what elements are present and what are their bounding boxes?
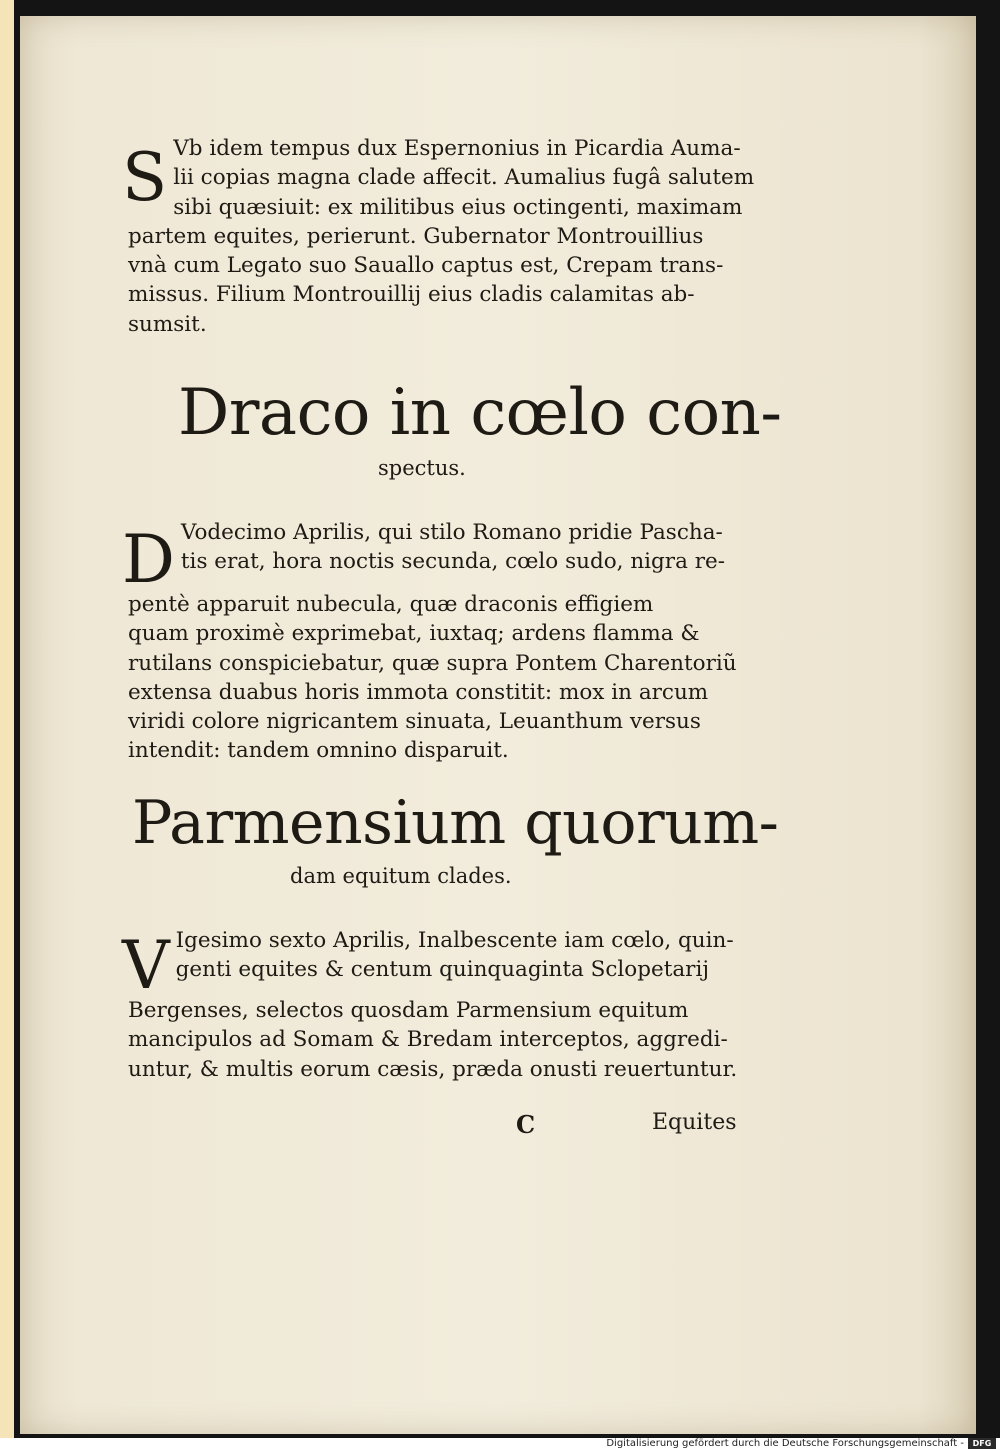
text-line: viridi colore nigricantem sinuata, Leuanthum versus [128,709,701,735]
text-line: Vodecimo Aprilis, qui stilo Romano pridie Pascha- [180,520,723,545]
dropcap-d: D [122,521,175,598]
text-line: mancipulos ad Somam & Bredam interceptos, aggredi- [128,1027,728,1053]
text-line: sumsit. [128,311,207,337]
text-line: lii copias magna clade affecit. Aumalius fugâ salutem [173,165,755,191]
dropcap-s: S [122,139,168,216]
paragraph-parmensium [122,926,788,1084]
text-line: sibi quæsiuit: ex militibus eius octingenti, maximam [173,194,743,220]
text-line: extensa duabus horis immota constitit: mox in arcum [128,679,709,705]
paragraph-espernonius [122,134,788,339]
text-line: vnà cum Legato suo Sauallo captus est, Crepam trans- [128,253,724,279]
text-line: intendit: tandem omnino disparuit. [128,738,509,764]
credit-text: Digitalisierung gefördert durch die Deutsche Forschungsgemeinschaft - [606,1438,964,1449]
text-line: quam proximè exprimebat, iuxtaq; ardens flamma & [128,621,700,647]
text-line: Vb idem tempus dux Espernonius in Picardia Auma- [173,136,741,161]
text-line: Igesimo sexto Aprilis, Inalbescente iam cœlo, quin- [175,928,734,953]
signature-mark: C [516,1110,536,1139]
heading-draco: Draco in cœlo con- [178,376,782,450]
text-line: partem equites, perierunt. Gubernator Montrouillius [128,223,704,249]
heading-parmensium-sub: dam equitum clades. [290,864,512,888]
dropcap-v: V [122,927,170,1004]
text-line: missus. Filium Montrouillij eius cladis calamitas ab- [128,282,695,308]
catchword: Equites [652,1110,737,1135]
heading-parmensium: Parmensium quorum- [132,788,779,858]
paragraph-draco [122,518,788,766]
heading-draco-sub: spectus. [378,456,466,480]
text-line: genti equites & centum quinquaginta Sclopetarij [175,957,709,983]
text-line: rutilans conspiciebatur, quæ supra Pontem Charentoriũ [128,650,737,676]
text-line: pentè apparuit nubecula, quæ draconis effigiem [128,592,654,617]
text-line: untur, & multis eorum cæsis, præda onusti reuertuntur. [128,1056,738,1082]
text-line: Bergenses, selectos quosdam Parmensium equitum [128,998,689,1023]
dfg-logo-icon: DFG [968,1438,996,1449]
text-line: tis erat, hora noctis secunda, cœlo sudo, nigra re- [180,549,726,575]
book-page [20,16,976,1434]
